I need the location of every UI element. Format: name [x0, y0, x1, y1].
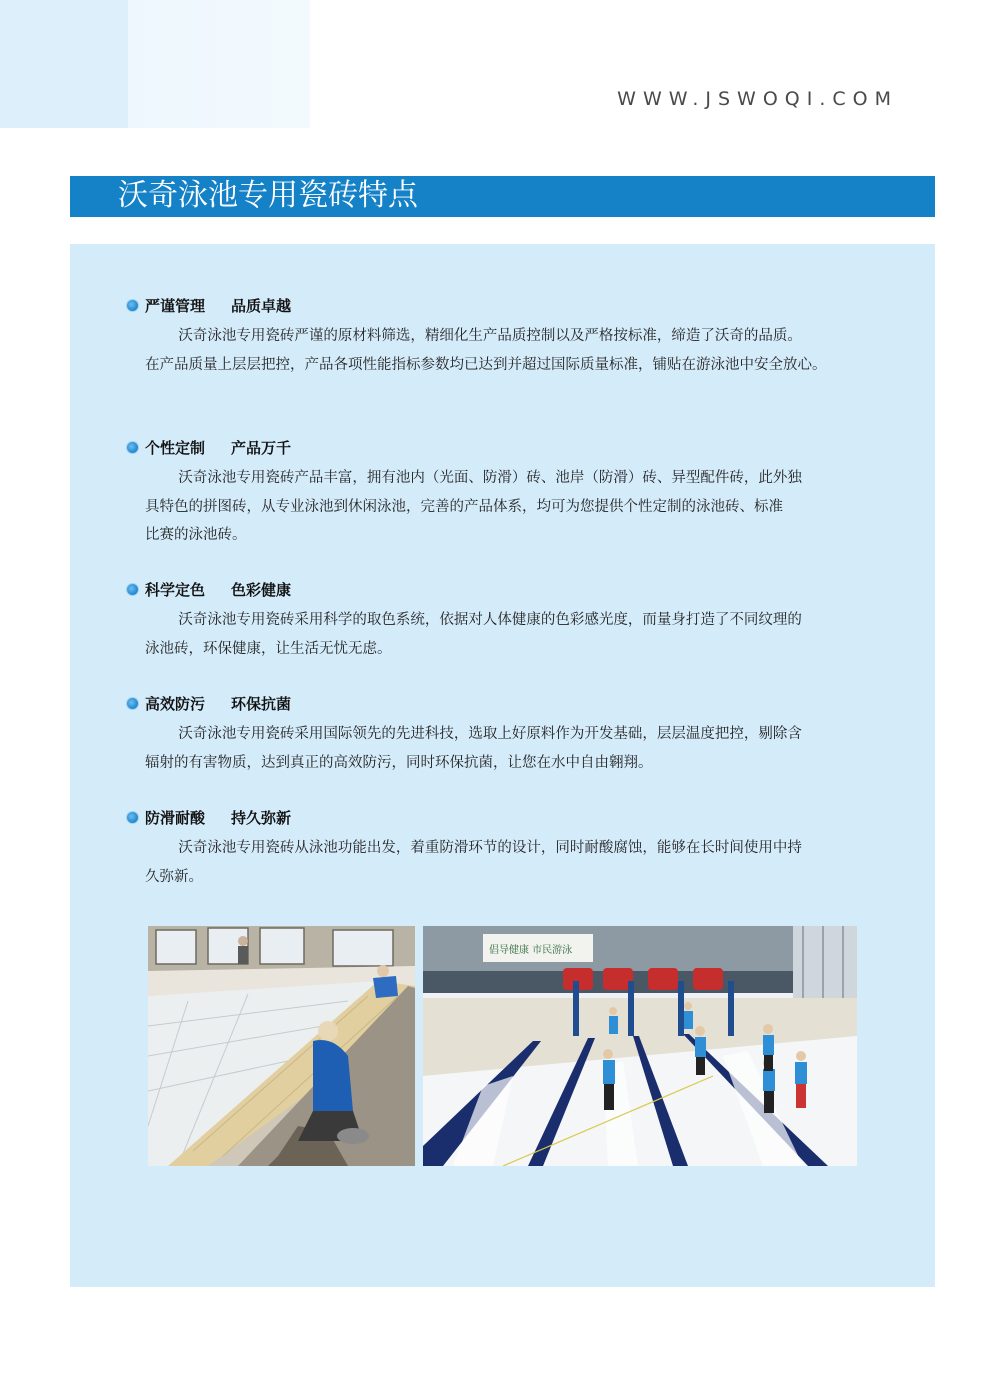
- corner-decoration: [0, 0, 310, 128]
- section-paragraph: [127, 606, 887, 663]
- paragraph-line: 沃奇泳池专用瓷砖采用科学的取色系统，依据对人体健康的色彩感光度，而量身打造了不同纹理的: [178, 612, 802, 628]
- bullet-icon: [127, 300, 138, 311]
- photo-indoor-pool: [423, 926, 857, 1166]
- feature-section-antislip: [127, 806, 887, 891]
- heading-part-b: 环保抗菌: [231, 695, 292, 713]
- feature-section-antifouling: [127, 692, 887, 777]
- heading-part-b: 品质卓越: [231, 297, 292, 315]
- section-paragraph: [127, 834, 887, 891]
- bullet-icon: [127, 698, 138, 709]
- heading-part-a: 科学定色: [145, 581, 206, 599]
- bullet-icon: [127, 812, 138, 823]
- feature-section-quality: [127, 294, 887, 379]
- paragraph-line: 沃奇泳池专用瓷砖产品丰富，拥有池内（光面、防滑）砖、池岸（防滑）砖、异型配件砖，此外独: [178, 470, 802, 486]
- photo-tile-installation: [148, 926, 415, 1166]
- paragraph-line: 久弥新。: [145, 868, 203, 885]
- title-bar: [70, 176, 935, 217]
- heading-part-a: 严谨管理: [145, 297, 206, 315]
- paragraph-line: 在产品质量上层层把控，产品各项性能指标参数均已达到并超过国际质量标准，铺贴在游泳池中安全放心。: [145, 356, 827, 373]
- section-heading: [127, 806, 887, 830]
- website-url[interactable]: WWW.JSWOQI.COM: [617, 88, 898, 110]
- feature-section-color: [127, 578, 887, 663]
- paragraph-line: 沃奇泳池专用瓷砖采用国际领先的先进科技，选取上好原料作为开发基础，层层温度把控，剔除含: [178, 726, 802, 742]
- page-title: 沃奇泳池专用瓷砖特点: [118, 178, 418, 213]
- section-heading: [127, 436, 887, 460]
- paragraph-line: 沃奇泳池专用瓷砖严谨的原材料筛选，精细化生产品质控制以及严格按标准，缔造了沃奇的品质。: [178, 328, 802, 344]
- paragraph-line: 辐射的有害物质，达到真正的高效防污，同时环保抗菌，让您在水中自由翱翔。: [145, 754, 653, 771]
- bullet-icon: [127, 442, 138, 453]
- paragraph-line: 比赛的泳池砖。: [145, 527, 247, 543]
- heading-part-b: 产品万千: [231, 439, 292, 457]
- section-paragraph: [127, 464, 887, 550]
- paragraph-line: 泳池砖，环保健康，让生活无忧无虑。: [145, 640, 392, 657]
- heading-part-b: 色彩健康: [231, 581, 292, 599]
- heading-part-a: 个性定制: [145, 439, 206, 457]
- section-paragraph: [127, 322, 887, 379]
- heading-part-b: 持久弥新: [231, 809, 292, 827]
- heading-part-a: 高效防污: [145, 695, 206, 713]
- feature-section-custom: [127, 436, 887, 550]
- paragraph-line: 沃奇泳池专用瓷砖从泳池功能出发，着重防滑环节的设计，同时耐酸腐蚀，能够在长时间使用中持: [178, 840, 802, 856]
- pool-banner-text: 倡导健康 市民游泳: [489, 945, 573, 956]
- bullet-icon: [127, 584, 138, 595]
- section-paragraph: [127, 720, 887, 777]
- section-heading: [127, 578, 887, 602]
- paragraph-line: 具特色的拼图砖，从专业泳池到休闲泳池，完善的产品体系，均可为您提供个性定制的泳池砖、标准: [145, 498, 783, 515]
- section-heading: [127, 692, 887, 716]
- heading-part-a: 防滑耐酸: [145, 809, 206, 827]
- section-heading: [127, 294, 887, 318]
